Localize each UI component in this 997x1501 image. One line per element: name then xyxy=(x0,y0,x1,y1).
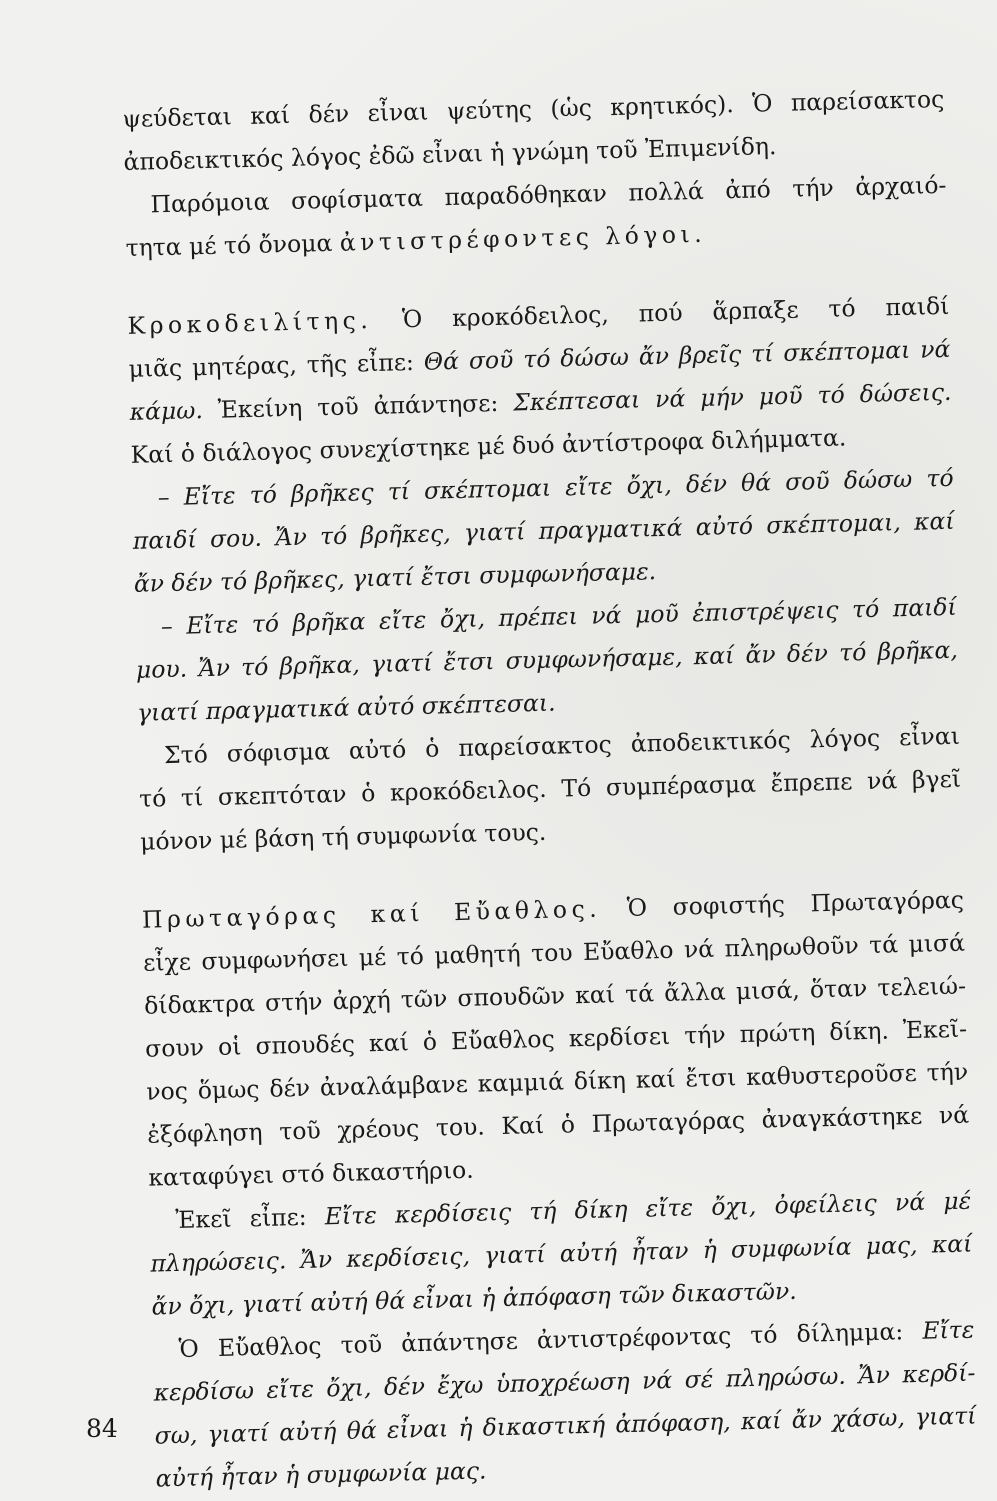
italic-text: σω, γιατί αὐτή θά εἶναι ἡ δικαστική ἀπόφαση, καί ἄν χάσω, γιατί xyxy=(154,1401,977,1450)
body-text xyxy=(122,78,978,1501)
text-line: εἶχε συμφωνήσει μέ τό μαθητή του Εὔαθλο νά πληρωθοῦν τά μισά xyxy=(142,928,966,977)
inline-text: Ὁ Εὔαθλος τοῦ ἀπάντησε ἀντιστρέφοντας τό δίλημμα: xyxy=(178,1316,923,1363)
inline-text: τητα μέ τό ὄνομα xyxy=(125,228,341,262)
inline-text: Ἐκείνη τοῦ ἀπάντησε: xyxy=(202,388,514,425)
text-line: δίδακτρα στήν ἀρχή τῶν σπουδῶν καί τά ἄλλα μισά, ὅταν τελειώ- xyxy=(143,971,967,1020)
italic-text: κάμω. xyxy=(129,396,204,426)
spaced-term: ἀντιστρέφοντες λόγοι. xyxy=(339,219,707,257)
text-line: ψεύδεται καί δέν εἶναι ψεύτης (ὡς κρητικός). Ὁ παρείσακτος xyxy=(122,84,945,133)
text-line: Στό σόφισμα αὐτό ὁ παρείσακτος ἀποδεικτικός λόγος εἶναι xyxy=(163,721,961,770)
inline-text: Ὁ κροκόδειλος, πού ἅρπαξε τό παιδί xyxy=(371,291,950,334)
italic-text: ἄν ὄχι, γιατί αὐτή θά εἶναι ἡ ἀπόφαση τῶν δικαστῶν. xyxy=(151,1276,797,1321)
italic-text: παιδί σου. Ἄν τό βρῆκες, γιατί πραγματικά αὐτό σκέπτομαι, καί xyxy=(132,506,955,555)
italic-text: μου. Ἄν τό βρῆκα, γιατί ἔτσι συμφωνήσαμε, καί ἄν δέν τό βρῆκα, xyxy=(135,635,959,684)
text-line: καταφύγει στό δικαστήριο. xyxy=(148,1155,475,1192)
text-line: Καί ὁ διάλογος συνεχίστηκε μέ δυό ἀντίστροφα διλήμματα. xyxy=(130,423,847,469)
italic-text: Εἴτε κερδίσεις τή δίκη εἴτε ὄχι, ὀφείλεις νά μέ xyxy=(324,1186,972,1231)
page-number: 84 xyxy=(86,1414,118,1443)
italic-text: αὐτή ἦταν ἡ συμφωνία μας. xyxy=(155,1456,487,1493)
italic-text: – Εἴτε τό βρῆκες τί σκέπτομαι εἴτε ὄχι, δέν θά σοῦ δώσω τό xyxy=(157,463,954,512)
text-line: μόνον μέ βάση τή συμφωνία τους. xyxy=(139,817,547,856)
italic-text: πληρώσεις. Ἄν κερδίσεις, γιατί αὐτή ἦταν ἡ συμφωνία μας, καί xyxy=(150,1229,973,1278)
section-heading: Κροκοδειλίτης. xyxy=(127,305,373,340)
text-line: τό τί σκεπτόταν ὁ κροκόδειλος. Τό συμπέρασμα ἔπρεπε νά βγεῖ xyxy=(138,764,962,813)
inline-text: μιᾶς μητέρας, τῆς εἶπε: xyxy=(128,347,425,383)
italic-text: Θά σοῦ τό δώσω ἄν βρεῖς τί σκέπτομαι νά xyxy=(423,334,951,376)
section-heading: Πρωταγόρας καί Εὔαθλος. xyxy=(141,894,602,934)
inline-text: Ἐκεῖ εἶπε: xyxy=(175,1202,326,1235)
italic-text: γιατί πραγματικά αὐτό σκέπτεσαι. xyxy=(136,688,556,727)
text-line: Παρόμοια σοφίσματα παραδόθηκαν πολλά ἀπό τήν ἀρχαιό- xyxy=(150,170,947,219)
text-line: σουν οἱ σπουδές καί ὁ Εὔαθλος κερδίσει τήν πρώτη δίκη. Ἐκεῖ- xyxy=(144,1014,968,1063)
italic-text: Σκέπτεσαι νά μήν μοῦ τό δώσεις. xyxy=(512,377,952,417)
italic-text: – Εἴτε τό βρῆκα εἴτε ὄχι, πρέπει νά μοῦ ἐπιστρέψεις τό παιδί xyxy=(160,592,958,641)
text-line: ἐξόφληση τοῦ χρέους του. Καί ὁ Πρωταγόρας ἀναγκάστηκε νά xyxy=(146,1100,970,1149)
italic-text: Εἴτε xyxy=(922,1315,975,1345)
italic-text: κερδίσω εἴτε ὄχι, δέν ἔχω ὑποχρέωση νά σέ πληρώσω. Ἄν κερδί- xyxy=(153,1358,976,1407)
inline-text: Ὁ σοφιστής Πρωταγόρας xyxy=(600,885,965,923)
text-line: ἀποδεικτικός λόγος ἐδῶ εἶναι ἡ γνώμη τοῦ Ἐπιμενίδη. xyxy=(123,132,777,176)
italic-text: ἄν δέν τό βρῆκες, γιατί ἔτσι συμφωνήσαμε. xyxy=(133,557,657,598)
text-line: νος ὅμως δέν ἀναλάμβανε καμμιά δίκη καί ἔτσι καθυστεροῦσε τήν xyxy=(145,1057,969,1106)
